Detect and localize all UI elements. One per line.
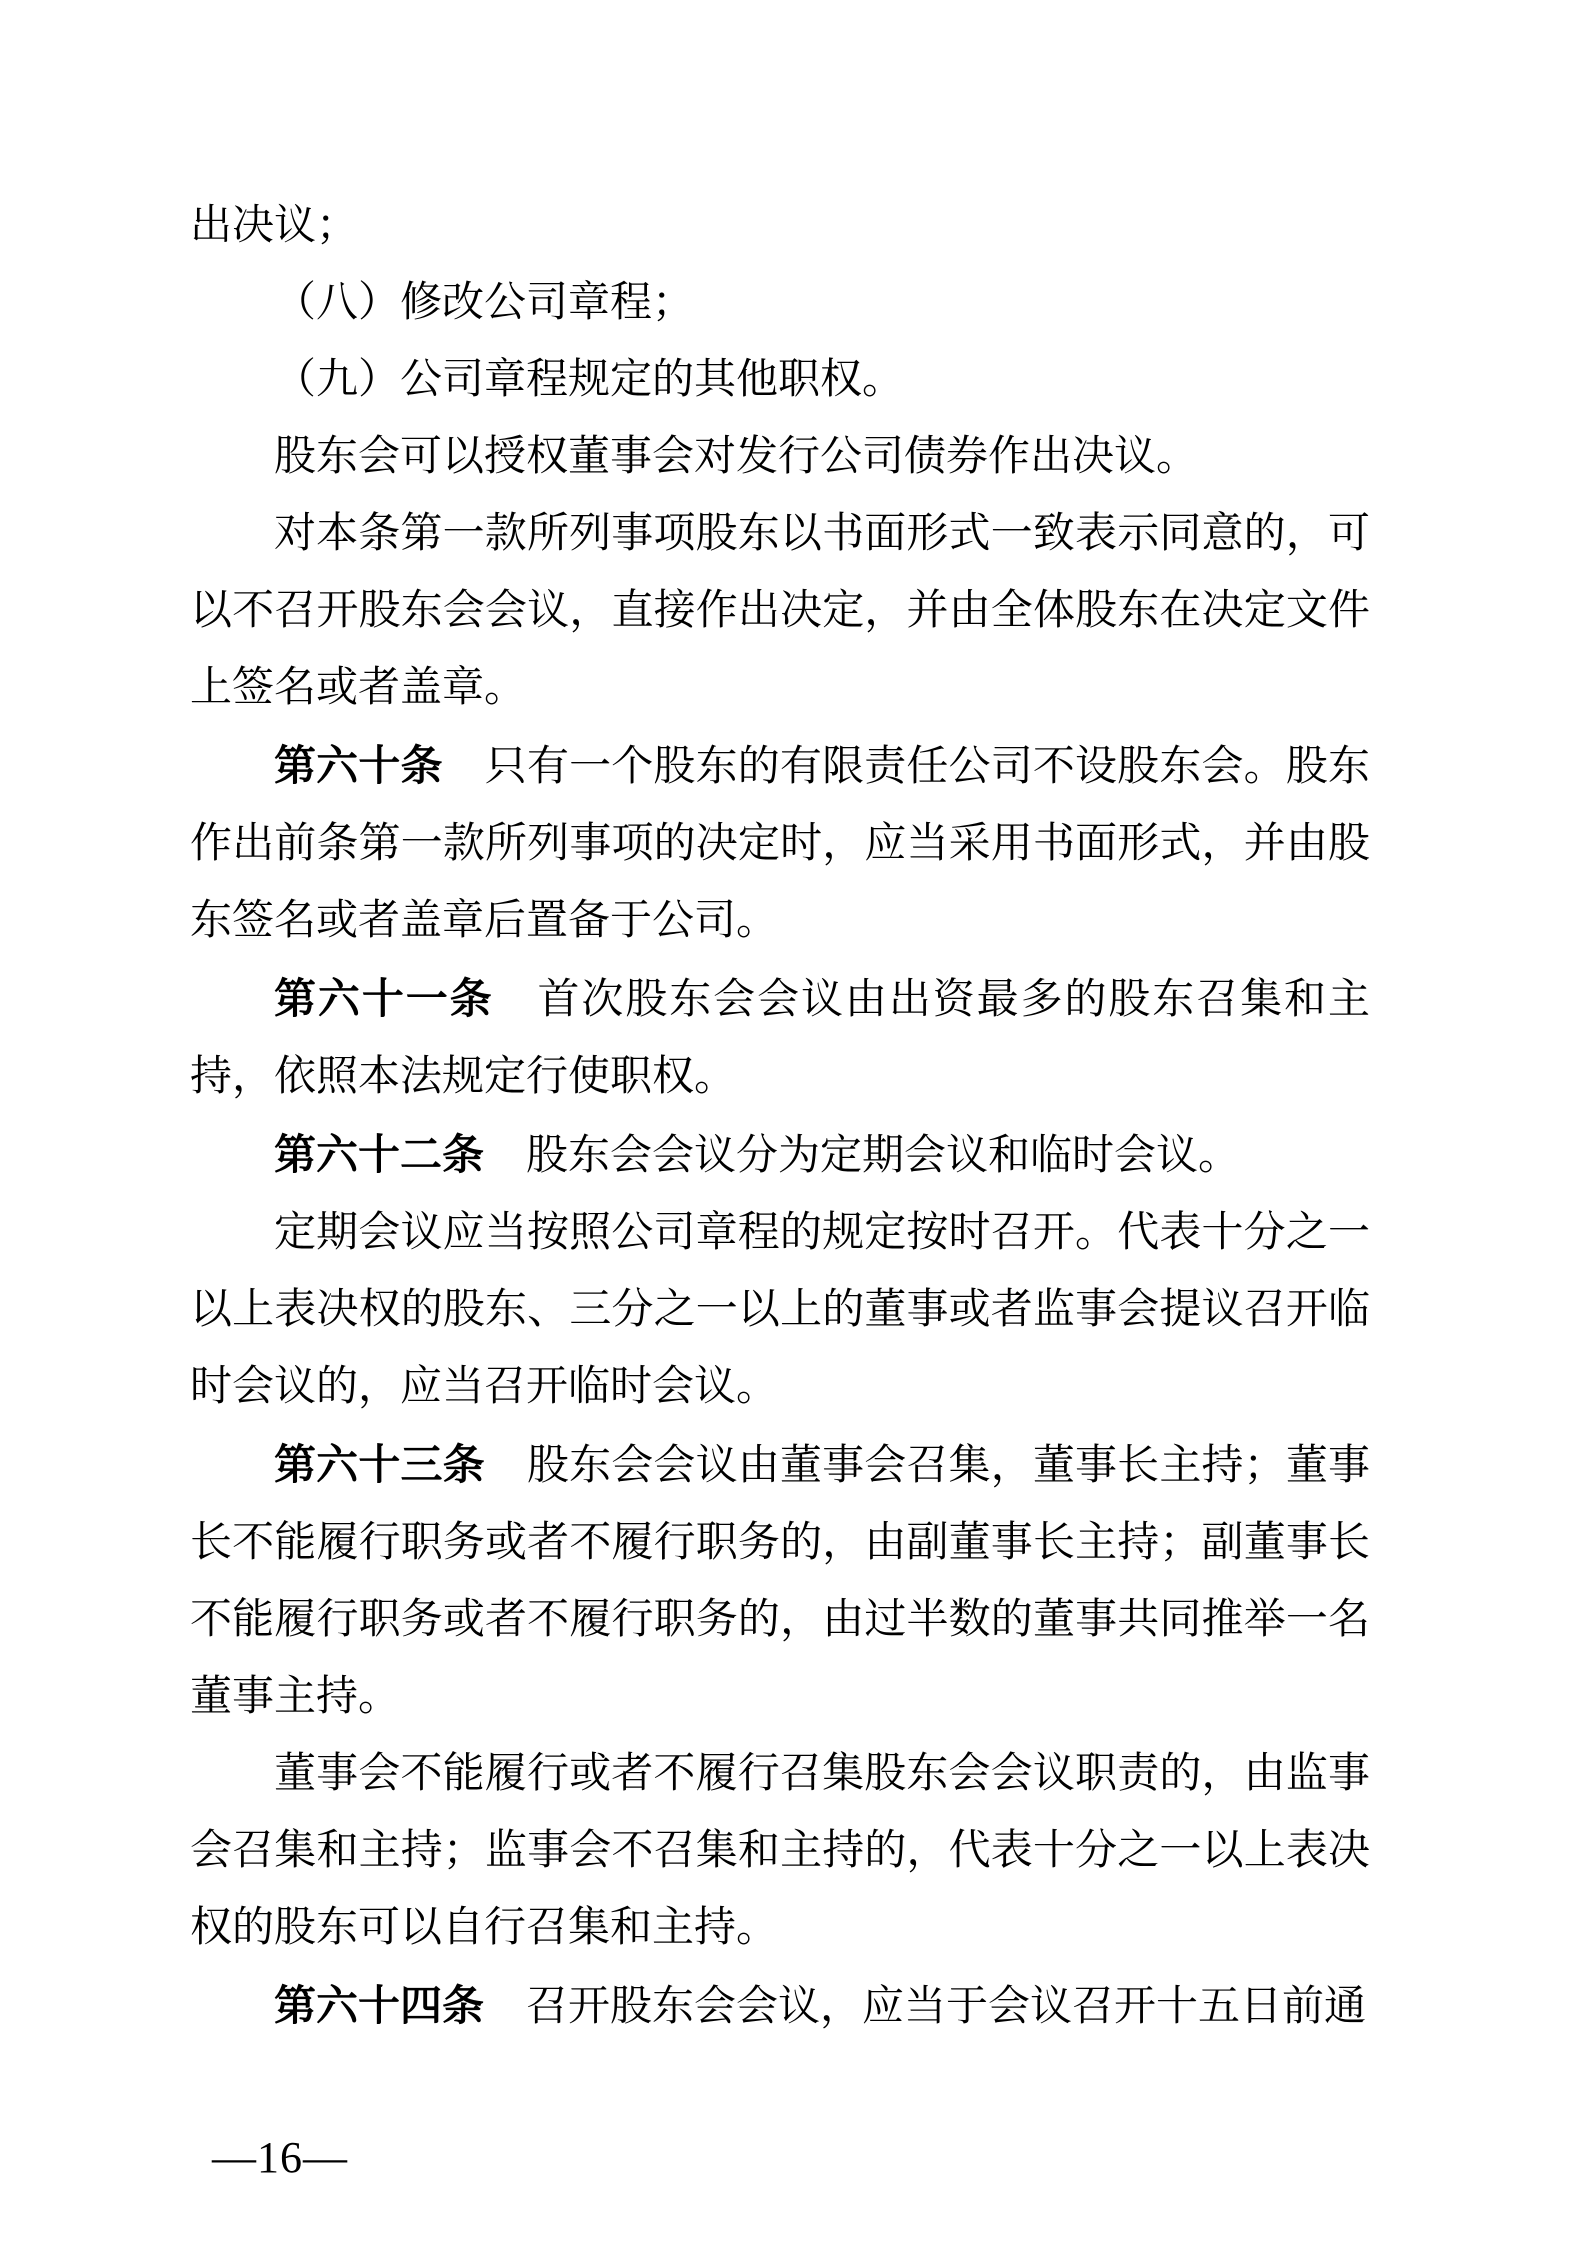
paragraph xyxy=(190,727,1370,960)
paragraph xyxy=(190,265,1370,342)
paragraph xyxy=(190,496,1370,727)
body-text: 召开股东会会议，应当于会议召开十五日前通 xyxy=(484,1984,1367,2030)
article-number: 第六十四条 xyxy=(274,1982,485,2029)
paragraph xyxy=(190,960,1370,1116)
body-text: 董事会不能履行或者不履行召集股东会会议职责的，由监事会召集和主持；监事会不召集和主持的，代表十分之一以上表决权的股东可以自行召集和主持。 xyxy=(190,1751,1370,1951)
body-text: 对本条第一款所列事项股东以书面形式一致表示同意的，可以不召开股东会会议，直接作出决定，并由全体股东在决定文件上签名或者盖章。 xyxy=(190,511,1370,711)
body-text: 定期会议应当按照公司章程的规定按时召开。代表十分之一以上表决权的股东、三分之一以上的董事或者监事会提议召开临时会议的，应当召开临时会议。 xyxy=(190,1210,1370,1410)
article-number: 第六十三条 xyxy=(274,1441,485,1488)
paragraph xyxy=(190,1736,1370,1967)
document-body xyxy=(190,188,1370,2046)
body-text: 只有一个股东的有限责任公司不设股东会。股东作出前条第一款所列事项的决定时，应当采用书面形式，并由股东签名或者盖章后置备于公司。 xyxy=(190,744,1370,944)
article-number: 第六十二条 xyxy=(274,1131,485,1178)
body-text: 股东会会议由董事会召集，董事长主持；董事长不能履行职务或者不履行职务的，由副董事长主持；副董事长不能履行职务或者不履行职务的，由过半数的董事共同推举一名董事主持。 xyxy=(190,1443,1370,1720)
body-text: 首次股东会会议由出资最多的股东召集和主持，依照本法规定行使职权。 xyxy=(190,977,1370,1100)
body-text: （八）修改公司章程； xyxy=(274,280,695,326)
body-text: 出决议； xyxy=(190,203,359,249)
body-text: 股东会可以授权董事会对发行公司债券作出决议。 xyxy=(274,434,1199,480)
paragraph xyxy=(190,342,1370,419)
body-text: （九）公司章程规定的其他职权。 xyxy=(274,357,905,403)
paragraph xyxy=(190,1426,1370,1736)
paragraph xyxy=(190,1967,1370,2046)
body-text: 股东会会议分为定期会议和临时会议。 xyxy=(484,1133,1241,1179)
paragraph xyxy=(190,419,1370,496)
paragraph xyxy=(190,1195,1370,1426)
paragraph xyxy=(190,188,1370,265)
article-number: 第六十条 xyxy=(274,742,443,789)
article-number: 第六十一条 xyxy=(274,975,494,1022)
paragraph xyxy=(190,1116,1370,1195)
page-number: —16— xyxy=(212,2133,348,2182)
